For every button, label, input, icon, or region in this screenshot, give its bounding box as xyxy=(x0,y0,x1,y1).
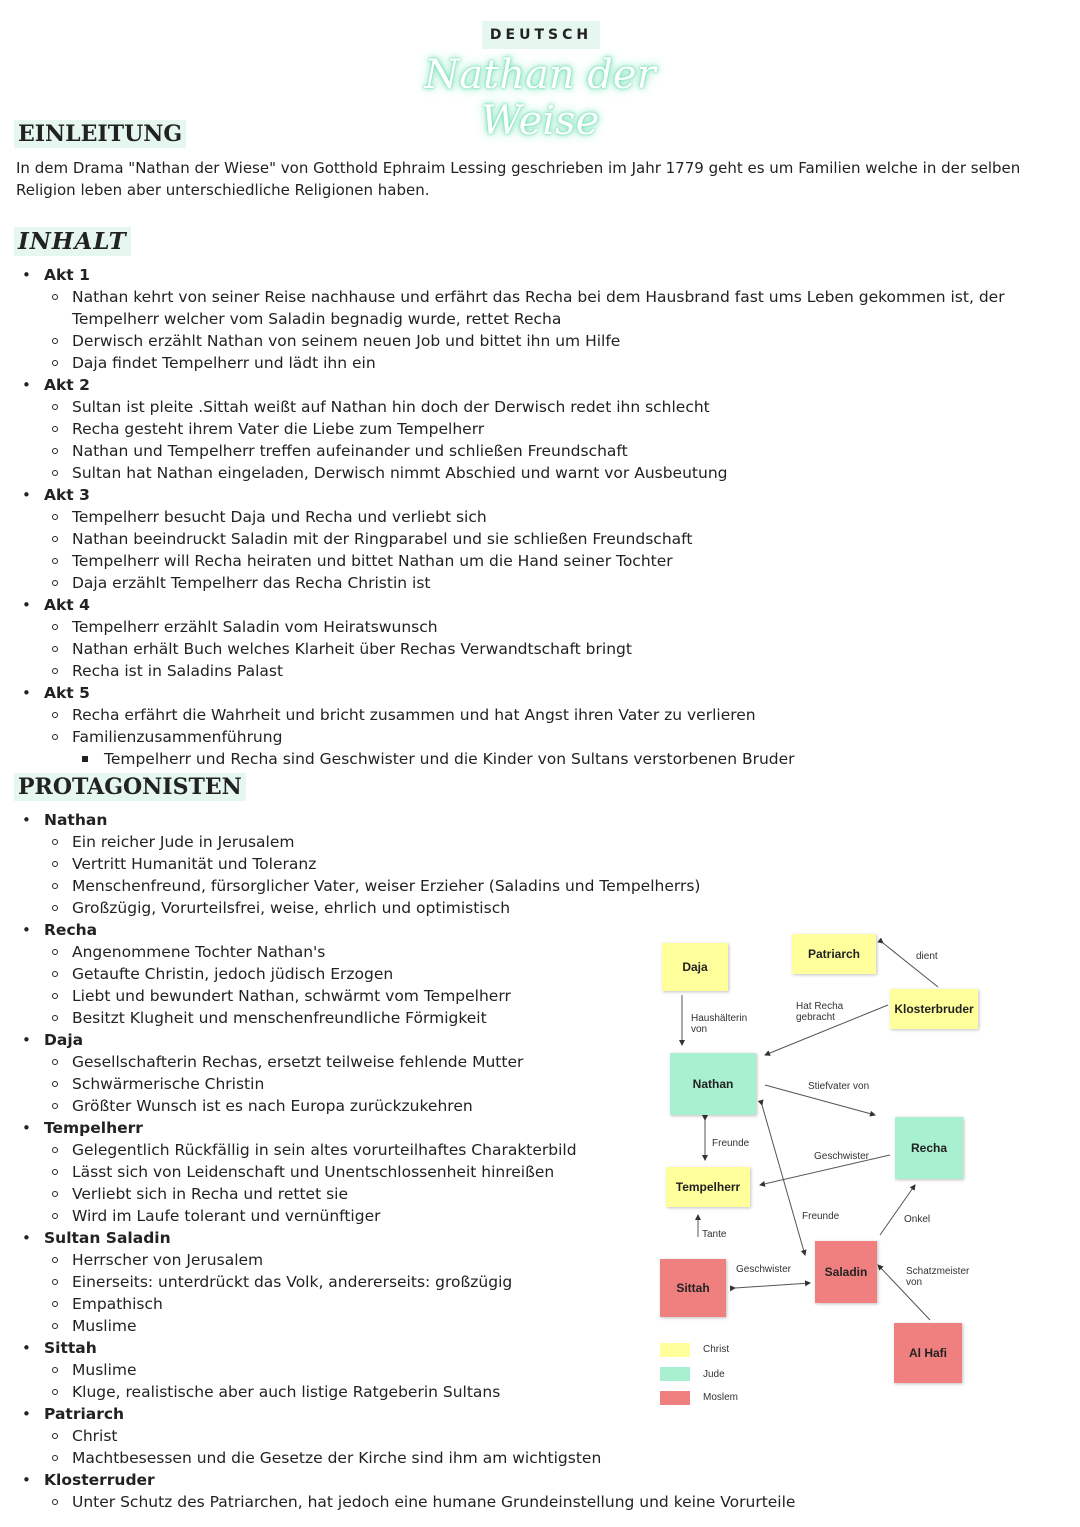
list-item: Kluge, realistische aber auch listige Ratgeberin Sultans xyxy=(44,1381,795,1403)
list-item: Recha erfährt die Wahrheit und bricht zusammen und hat Angst ihren Vater zu verlieren xyxy=(44,704,1080,726)
character-item: • Daja Gesellschafterin Rechas, ersetzt teilweise fehlende Mutter Schwärmerische Christin Größter Wunsch ist es nach Europa zurückzukehren xyxy=(0,1029,795,1117)
intro-text: In dem Drama "Nathan der Wiese" von Gotthold Ephraim Lessing geschrieben im Jahr 1779 geht es um Familien welche in der selben Religion leben aber unterschiedliche Religionen haben. xyxy=(16,159,1021,199)
list-item: Empathisch xyxy=(44,1293,795,1315)
node-sittah: Sittah xyxy=(660,1259,726,1317)
node-saladin: Saladin xyxy=(815,1241,877,1303)
list-item: Ein reicher Jude in Jerusalem xyxy=(44,831,795,853)
akt-item: • Akt 5 Recha erfährt die Wahrheit und bricht zusammen und hat Angst ihren Vater zu verlieren Familienzusammenführung Tempelherr und Recha sind Geschwister und die Kinder von Sultans verstorbenen Bruder xyxy=(0,682,1080,770)
legend-swatch-christ xyxy=(660,1343,690,1357)
list-item: Menschenfreund, fürsorglicher Vater, weiser Erzieher (Saladins und Tempelherrs) xyxy=(44,875,795,897)
node-al-hafi: Al Hafi xyxy=(894,1323,962,1383)
list-item: Wird im Laufe tolerant und vernünftiger xyxy=(44,1205,795,1227)
list-item: Gesellschafterin Rechas, ersetzt teilweise fehlende Mutter xyxy=(44,1051,795,1073)
list-item: Getaufte Christin, jedoch jüdisch Erzogen xyxy=(44,963,795,985)
legend-swatch-jude xyxy=(660,1367,690,1381)
list-item: Machtbesessen und die Gesetze der Kirche sind ihm am wichtigsten xyxy=(44,1447,795,1469)
list-item: Familienzusammenführung Tempelherr und Recha sind Geschwister und die Kinder von Sultans verstorbenen Bruder xyxy=(44,726,1080,770)
list-item: Besitzt Klugheit und menschenfreundliche Förmigkeit xyxy=(44,1007,795,1029)
akt-item: • Akt 1 Nathan kehrt von seiner Reise nachhause und erfährt das Recha bei dem Hausbrand fast ums Leben gekommen ist, der Tempelherr welcher vom Saladin begnadig wurde, rettet Recha Derwisch erzählt Nathan von seinem neuen Job und bittet ihn um Hilfe Daja findet Tempelherr und lädt ihn ein xyxy=(0,264,1080,374)
list-item: Derwisch erzählt Nathan von seinem neuen Job und bittet ihn um Hilfe xyxy=(44,330,1080,352)
inhalt-list xyxy=(0,264,1080,770)
list-item: Tempelherr besucht Daja und Recha und verliebt sich xyxy=(44,506,1080,528)
node-tempelherr: Tempelherr xyxy=(666,1167,750,1207)
node-patriarch: Patriarch xyxy=(792,934,876,974)
list-item: Recha gesteht ihrem Vater die Liebe zum Tempelherr xyxy=(44,418,1080,440)
character-item: • Sultan Saladin Herrscher von Jerusalem Einerseits: unterdrückt das Volk, andererseits: großzügig Empathisch Muslime xyxy=(0,1227,795,1337)
list-item: Tempelherr will Recha heiraten und bittet Nathan um die Hand seiner Tochter xyxy=(44,550,1080,572)
list-item: Nathan und Tempelherr treffen aufeinander und schließen Freundschaft xyxy=(44,440,1080,462)
page-title: Nathan der Weise xyxy=(424,52,656,144)
heading-protagonisten: PROTAGONISTEN xyxy=(14,773,246,801)
subject-label: DEUTSCH xyxy=(482,21,600,49)
list-item: Nathan beeindruckt Saladin mit der Ringparabel und sie schließen Freundschaft xyxy=(44,528,1080,550)
list-item: Recha ist in Saladins Palast xyxy=(44,660,1080,682)
list-item: Gelegentlich Rückfällig in sein altes vorurteilhaftes Charakterbild xyxy=(44,1139,795,1161)
list-item: Muslime xyxy=(44,1359,795,1381)
list-item: Nathan erhält Buch welches Klarheit über Rechas Verwandtschaft bringt xyxy=(44,638,1080,660)
list-item: Muslime xyxy=(44,1315,795,1337)
character-item: • Klosterruder Unter Schutz des Patriarchen, hat jedoch eine humane Grundeinstellung und keine Vorurteile xyxy=(0,1469,795,1513)
legend-label-moslem: Moslem xyxy=(703,1392,739,1403)
akt-item: • Akt 4 Tempelherr erzählt Saladin vom Heiratswunsch Nathan erhält Buch welches Klarheit über Rechas Verwandtschaft bringt Recha ist in Saladins Palast xyxy=(0,594,1080,682)
heading-einleitung: EINLEITUNG xyxy=(14,120,186,148)
akt-item: • Akt 2 Sultan ist pleite .Sittah weißt auf Nathan hin doch der Derwisch redet ihn schlecht Recha gesteht ihrem Vater die Liebe zum Tempelherr Nathan und Tempelherr treffen aufeinander und schließen Freundschaft Sultan hat Nathan eingeladen, Derwisch nimmt Abschied und warnt vor Ausbeutung xyxy=(0,374,1080,484)
character-item: • Patriarch Christ Machtbesessen und die Gesetze der Kirche sind ihm am wichtigsten xyxy=(0,1403,795,1469)
character-item: • Nathan Ein reicher Jude in Jerusalem Vertritt Humanität und Toleranz Menschenfreund, fürsorglicher Vater, weiser Erzieher (Saladins und Tempelherrs) Großzügig, Vorurteilsfrei, weise, ehrlich und optimistisch xyxy=(0,809,795,919)
edge-label: Stiefvater von xyxy=(808,1081,870,1092)
list-item: Einerseits: unterdrückt das Volk, andererseits: großzügig xyxy=(44,1271,795,1293)
edge-label: Hat Recha gebracht xyxy=(796,1001,844,1023)
character-item: • Recha Angenommene Tochter Nathan's Getaufte Christin, jedoch jüdisch Erzogen Liebt und bewundert Nathan, schwärmt vom Tempelherr Besitzt Klugheit und menschenfreundliche Förmigkeit xyxy=(0,919,795,1029)
edge-label: Tante xyxy=(702,1229,727,1240)
legend-swatch-moslem xyxy=(660,1391,690,1405)
character-item: • Sittah Muslime Kluge, realistische aber auch listige Ratgeberin Sultans xyxy=(0,1337,795,1403)
edge-label: Freunde xyxy=(802,1211,840,1222)
list-item: Tempelherr und Recha sind Geschwister und die Kinder von Sultans verstorbenen Bruder xyxy=(72,748,1080,770)
node-daja: Daja xyxy=(662,943,728,991)
list-item: Daja erzählt Tempelherr das Recha Christin ist xyxy=(44,572,1080,594)
akt-item: • Akt 3 Tempelherr besucht Daja und Recha und verliebt sich Nathan beeindruckt Saladin mit der Ringparabel und sie schließen Freundschaft Tempelherr will Recha heiraten und bittet Nathan um die Hand seiner Tochter Daja erzählt Tempelherr das Recha Christin ist xyxy=(0,484,1080,594)
edge-label: Onkel xyxy=(904,1214,931,1225)
list-item: Schwärmerische Christin xyxy=(44,1073,795,1095)
character-diagram xyxy=(650,925,995,1420)
list-item: Lässt sich von Leidenschaft und Unentschlossenheit hinreißen xyxy=(44,1161,795,1183)
edge-label: Geschwister xyxy=(736,1264,792,1275)
list-item: Tempelherr erzählt Saladin vom Heiratswunsch xyxy=(44,616,1080,638)
list-item: Daja findet Tempelherr und lädt ihn ein xyxy=(44,352,1080,374)
list-item: Unter Schutz des Patriarchen, hat jedoch eine humane Grundeinstellung und keine Vorurteile xyxy=(44,1491,795,1513)
node-nathan: Nathan xyxy=(670,1053,756,1115)
list-item: Sultan hat Nathan eingeladen, Derwisch nimmt Abschied und warnt vor Ausbeutung xyxy=(44,462,1080,484)
edge-label: dient xyxy=(916,951,938,962)
node-klosterbruder: Klosterbruder xyxy=(890,989,978,1029)
list-item: Verliebt sich in Recha und rettet sie xyxy=(44,1183,795,1205)
legend-label-christ: Christ xyxy=(703,1344,730,1355)
list-item: Nathan kehrt von seiner Reise nachhause und erfährt das Recha bei dem Hausbrand fast ums Leben gekommen ist, der Tempelherr welcher vom Saladin begnadig wurde, rettet Recha xyxy=(44,286,1080,330)
edge-label: Freunde xyxy=(712,1138,750,1149)
node-recha: Recha xyxy=(895,1117,963,1179)
edge-label: Geschwister xyxy=(814,1151,870,1162)
legend-label-jude: Jude xyxy=(703,1369,725,1380)
list-item: Liebt und bewundert Nathan, schwärmt vom Tempelherr xyxy=(44,985,795,1007)
list-item: Vertritt Humanität und Toleranz xyxy=(44,853,795,875)
heading-inhalt: INHALT xyxy=(14,227,131,256)
list-item: Großzügig, Vorurteilsfrei, weise, ehrlich und optimistisch xyxy=(44,897,795,919)
list-item: Herrscher von Jerusalem xyxy=(44,1249,795,1271)
list-item: Christ xyxy=(44,1425,795,1447)
edge-label: Schatzmeister von xyxy=(906,1266,970,1288)
character-item: • Tempelherr Gelegentlich Rückfällig in sein altes vorurteilhaftes Charakterbild Lässt sich von Leidenschaft und Unentschlossenheit hinreißen Verliebt sich in Recha und rettet sie Wird im Laufe tolerant und vernünftiger xyxy=(0,1117,795,1227)
list-item: Angenommene Tochter Nathan's xyxy=(44,941,795,963)
list-item: Größter Wunsch ist es nach Europa zurückzukehren xyxy=(44,1095,795,1117)
list-item: Sultan ist pleite .Sittah weißt auf Nathan hin doch der Derwisch redet ihn schlecht xyxy=(44,396,1080,418)
edge-label: Haushälterin von xyxy=(691,1013,748,1035)
